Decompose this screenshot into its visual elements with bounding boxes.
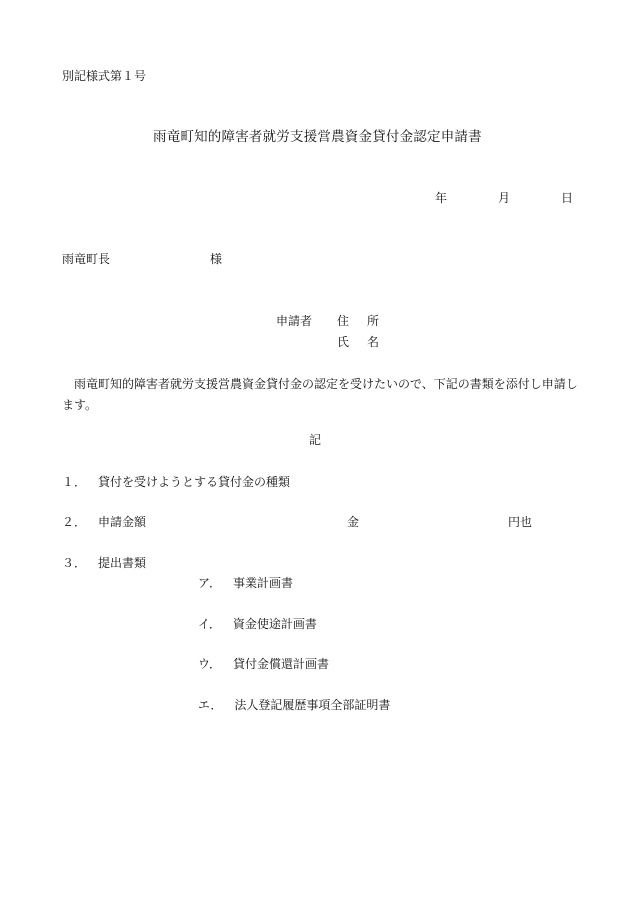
amount-prefix: 金 <box>347 515 360 529</box>
item-number: １． <box>62 475 87 489</box>
item-label: 申請金額 <box>98 515 147 529</box>
document-marker: エ． <box>198 698 223 712</box>
document-title: 雨竜町知的障害者就労支援営農資金貸付金認定申請書 <box>153 129 482 145</box>
document-label: 貸付金償還計画書 <box>233 657 330 671</box>
document-marker: ウ． <box>198 657 222 671</box>
document-item <box>198 658 329 670</box>
date-year-label: 年 <box>435 191 448 205</box>
document-marker: ア． <box>198 576 222 590</box>
document-marker: イ． <box>198 617 221 631</box>
item-label: 提出書類 <box>98 556 147 570</box>
form-number: 別記様式第１号 <box>62 69 147 83</box>
date-month-label: 月 <box>498 191 511 205</box>
addressee-honorific: 様 <box>210 252 223 266</box>
item-loan-type <box>62 476 290 488</box>
record-marker: 記 <box>309 433 322 447</box>
item-submitted-documents <box>62 557 146 569</box>
document-item <box>198 618 317 630</box>
name-label: 氏名 <box>337 335 398 349</box>
item-label: 貸付を受けようとする貸付金の種類 <box>98 475 291 489</box>
amount-suffix: 円也 <box>508 515 533 529</box>
item-requested-amount <box>62 516 146 528</box>
applicant-label: 申請者 <box>276 314 313 328</box>
item-number: ２． <box>62 515 87 529</box>
addressee-name: 雨竜町長 <box>62 252 111 266</box>
application-statement: 雨竜町知的障害者就労支援営農資金貸付金の認定を受けたいので、下記の書類を添付し申請します。 <box>62 377 578 412</box>
document-label: 事業計画書 <box>233 576 294 590</box>
address-label: 住所 <box>337 314 398 328</box>
document-item <box>198 577 293 589</box>
item-number: ３． <box>62 556 87 570</box>
document-label: 資金使途計画書 <box>232 617 317 631</box>
date-day-label: 日 <box>561 191 574 205</box>
document-label: 法人登記履歴事項全部証明書 <box>234 698 391 712</box>
document-item <box>198 699 390 711</box>
